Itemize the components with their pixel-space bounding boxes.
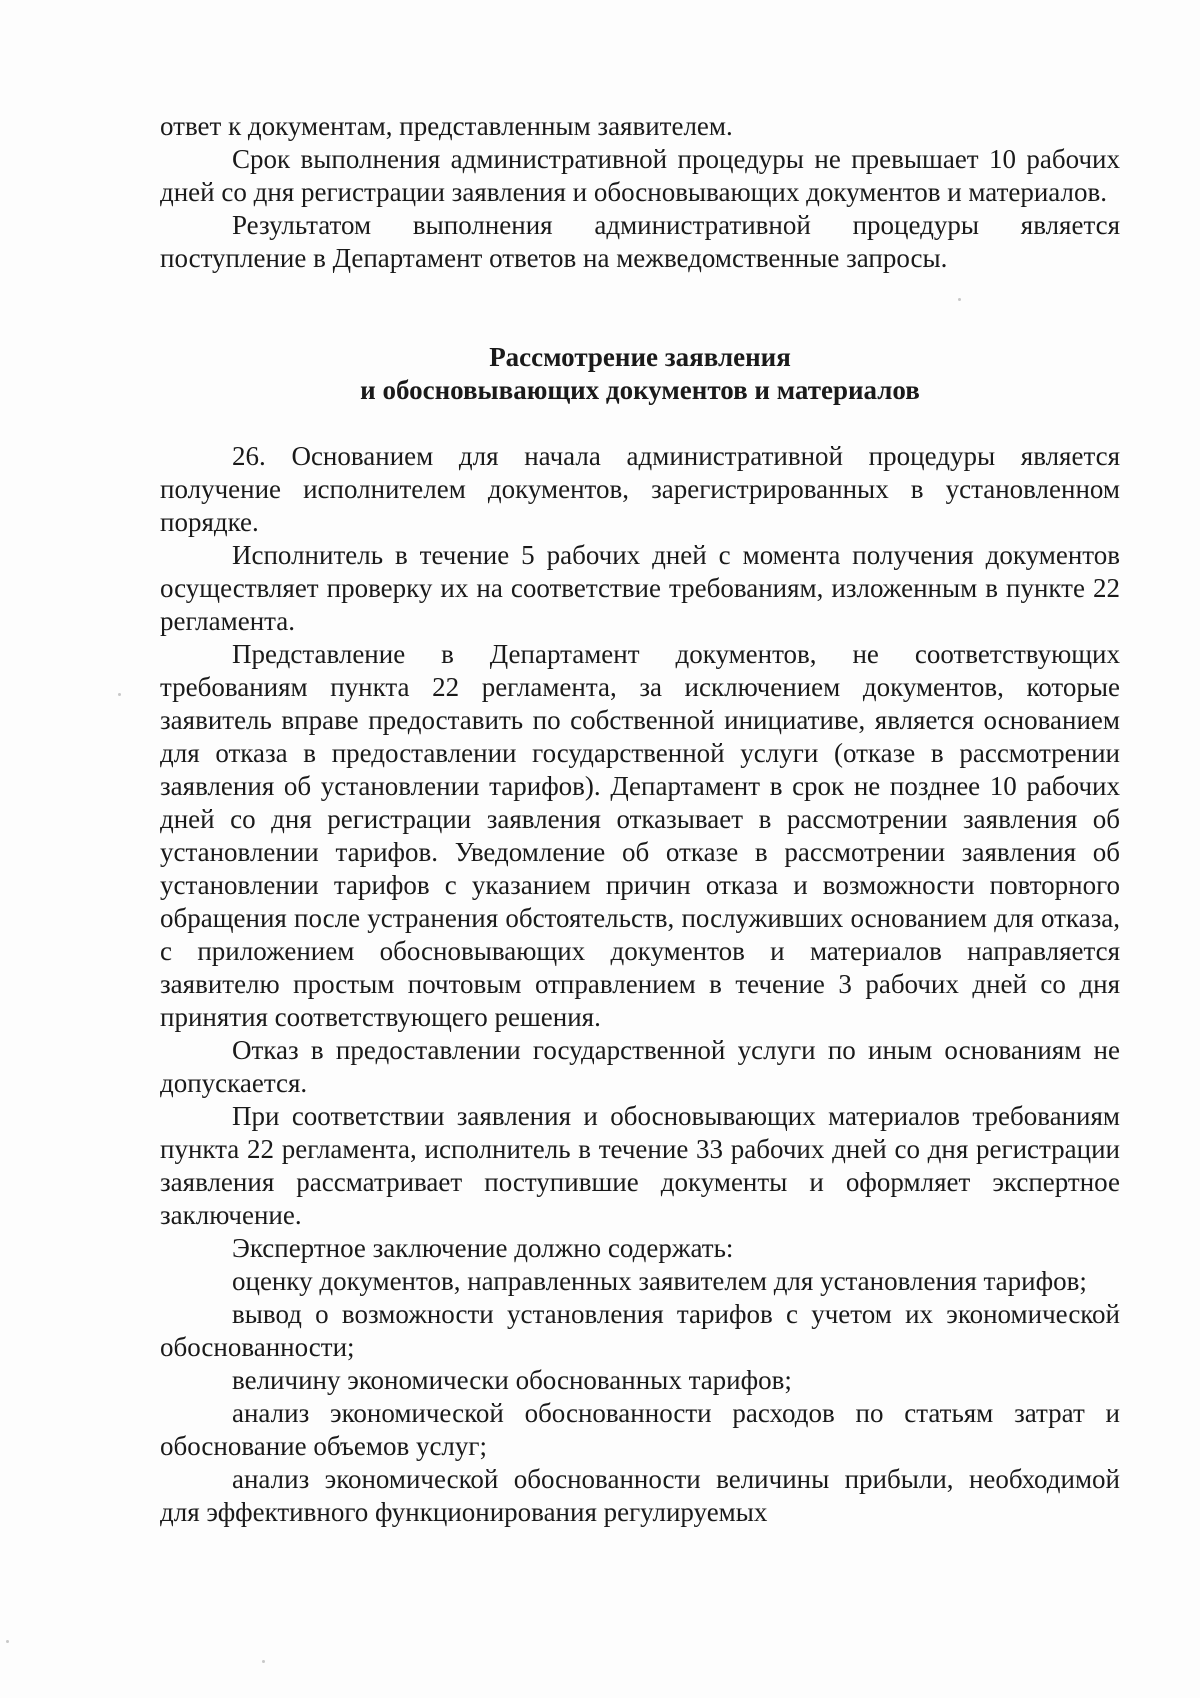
paragraph-continuation: ответ к документам, представленным заявителем. bbox=[160, 111, 733, 141]
list-item-conclusion: вывод о возможности установления тарифов с учетом их экономической обоснованности; bbox=[160, 1299, 1120, 1362]
top-text-block bbox=[160, 110, 1120, 275]
main-text-block bbox=[160, 440, 1120, 1529]
paragraph-review: При соответствии заявления и обосновывающих материалов требованиям пункта 22 регламента, исполнитель в течение 33 рабочих дней со дня регистрации заявления рассматривает поступившие документы и оформляет экспертное заключение. bbox=[160, 1101, 1120, 1230]
list-item-cost-analysis: анализ экономической обоснованности расходов по статьям затрат и обоснование объемов услуг; bbox=[160, 1398, 1120, 1461]
section-heading-line-2: и обосновывающих документов и материалов bbox=[360, 375, 920, 405]
paragraph-conclusion-contents: Экспертное заключение должно содержать: bbox=[232, 1233, 734, 1263]
section-heading bbox=[160, 341, 1120, 407]
list-item-tariff-value: величину экономически обоснованных тарифов; bbox=[232, 1365, 792, 1395]
scan-speck bbox=[262, 1660, 265, 1663]
paragraph-26-basis: 26. Основанием для начала административной процедуры является получение исполнителем документов, зарегистрированных в установленном порядке. bbox=[160, 441, 1120, 537]
paragraph-no-other-refusal: Отказ в предоставлении государственной услуги по иным основаниям не допускается. bbox=[160, 1035, 1120, 1098]
section-heading-line-1: Рассмотрение заявления bbox=[489, 342, 791, 372]
scan-speck bbox=[958, 298, 961, 301]
scan-speck bbox=[118, 693, 121, 696]
paragraph-check: Исполнитель в течение 5 рабочих дней с момента получения документов осуществляет проверку их на соответствие требованиям, изложенным в пункте 22 регламента. bbox=[160, 540, 1120, 636]
scan-speck bbox=[6, 1640, 9, 1643]
list-item-profit-analysis: анализ экономической обоснованности величины прибыли, необходимой для эффективного функционирования регулируемых bbox=[160, 1464, 1120, 1527]
paragraph-result: Результатом выполнения административной процедуры является поступление в Департамент ответов на межведомственные запросы. bbox=[160, 210, 1120, 273]
list-item-assessment: оценку документов, направленных заявителем для установления тарифов; bbox=[232, 1266, 1087, 1296]
paragraph-refusal-grounds: Представление в Департамент документов, не соответствующих требованиям пункта 22 регламента, за исключением документов, которые заявитель вправе предоставить по собственной инициативе, является основанием для отказа в предоставлении государственной услуги (отказе в рассмотрении заявления об установлении тарифов). Департамент в срок не позднее 10 рабочих дней со дня регистрации заявления отказывает в рассмотрении заявления об установлении тарифов. Уведомление об отказе в рассмотрении заявления об установлении тарифов с указанием причин отказа и возможности повторного обращения после устранения обстоятельств, послуживших основанием для отказа, с приложением обосновывающих документов и материалов направляется заявителю простым почтовым отправлением в течение 3 рабочих дней со дня принятия соответствующего решения. bbox=[160, 639, 1120, 1032]
paragraph-deadline: Срок выполнения административной процедуры не превышает 10 рабочих дней со дня регистрации заявления и обосновывающих документов и материалов. bbox=[160, 144, 1120, 207]
